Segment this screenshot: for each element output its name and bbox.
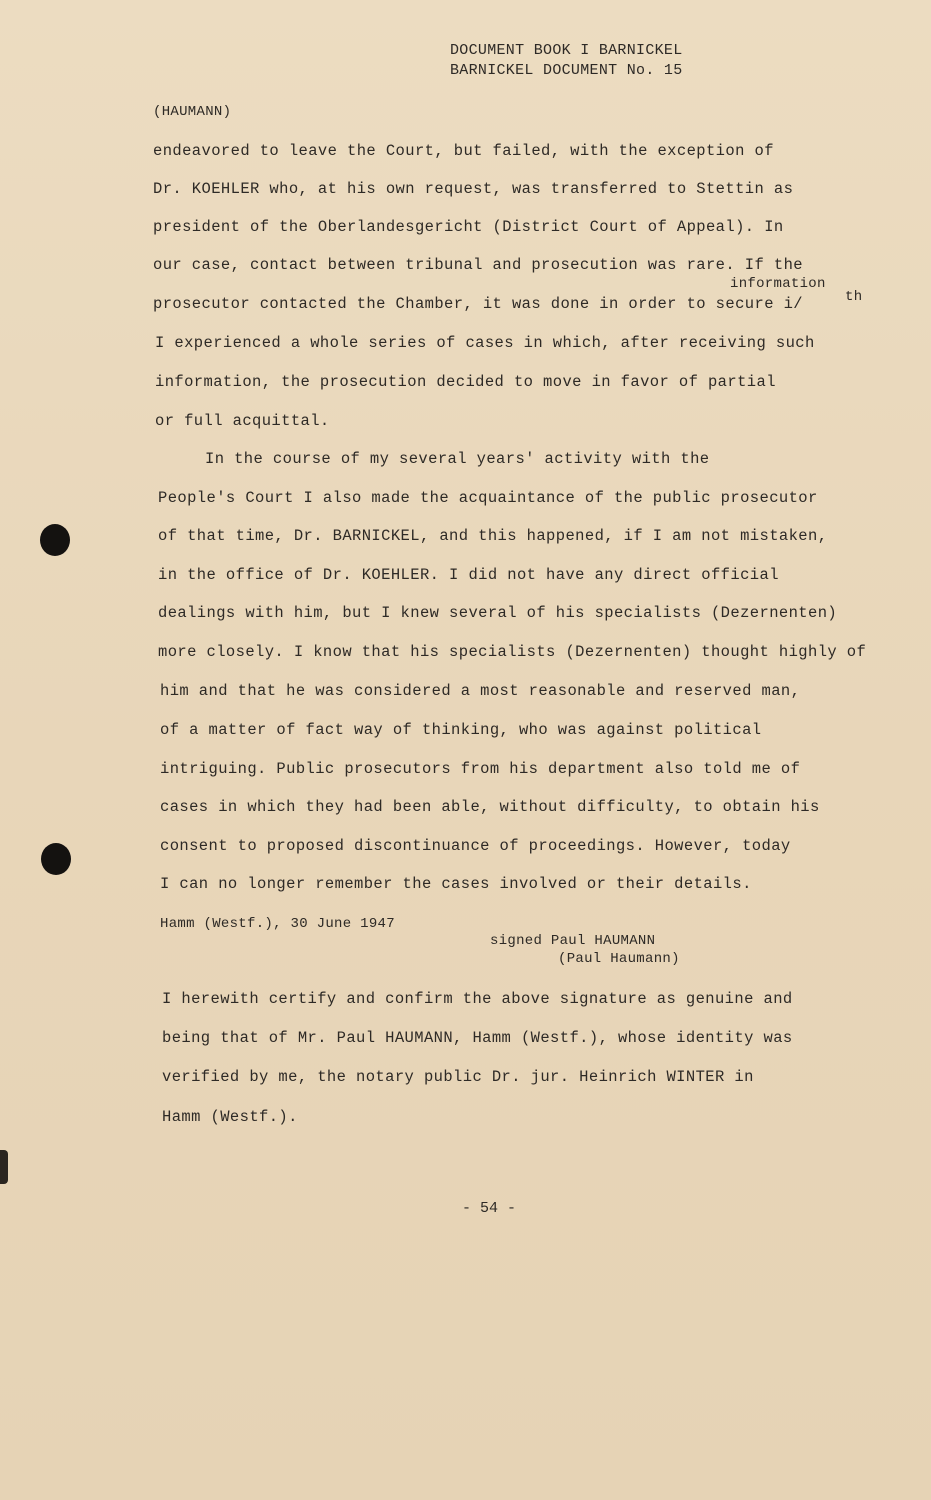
header-line-1: DOCUMENT BOOK I BARNICKEL xyxy=(450,42,683,59)
place-date: Hamm (Westf.), 30 June 1947 xyxy=(160,916,395,932)
paragraph2-line: of that time, Dr. BARNICKEL, and this happened, if I am not mistaken, xyxy=(158,527,828,545)
certification-line: Hamm (Westf.). xyxy=(162,1108,298,1126)
page-number: - 54 - xyxy=(462,1200,517,1217)
paragraph2-line: consent to proposed discontinuance of proceedings. However, today xyxy=(160,837,791,855)
paragraph2-line: In the course of my several years' activity with the xyxy=(205,450,710,468)
paragraph2-line: dealings with him, but I knew several of his specialists (Dezernenten) xyxy=(158,604,838,622)
interlinear-insert: information xyxy=(730,276,826,292)
margin-note: th xyxy=(845,289,863,305)
punch-hole-bottom xyxy=(41,843,71,875)
paragraph1-line: prosecutor contacted the Chamber, it was done in order to secure i/ xyxy=(153,295,804,313)
edge-mark xyxy=(0,1150,8,1184)
paragraph1-line: I experienced a whole series of cases in which, after receiving such xyxy=(155,334,815,352)
paragraph2-line: intriguing. Public prosecutors from his department also told me of xyxy=(160,760,801,778)
paragraph1-line: president of the Oberlandesgericht (District Court of Appeal). In xyxy=(153,218,784,236)
paragraph2-line: I can no longer remember the cases involved or their details. xyxy=(160,875,752,893)
paragraph2-line: cases in which they had been able, without difficulty, to obtain his xyxy=(160,798,820,816)
certification-line: verified by me, the notary public Dr. jur. Heinrich WINTER in xyxy=(162,1068,754,1086)
punch-hole-top xyxy=(40,524,70,556)
certification-line: being that of Mr. Paul HAUMANN, Hamm (Westf.), whose identity was xyxy=(162,1029,793,1047)
paragraph2-line: him and that he was considered a most reasonable and reserved man, xyxy=(160,682,801,700)
paragraph2-line: in the office of Dr. KOEHLER. I did not have any direct official xyxy=(158,566,779,584)
speaker-name: (HAUMANN) xyxy=(153,104,232,120)
paragraph2-line: People's Court I also made the acquaintance of the public prosecutor xyxy=(158,489,818,507)
paragraph2-line: of a matter of fact way of thinking, who was against political xyxy=(160,721,762,739)
paragraph2-line: more closely. I know that his specialists (Dezernenten) thought highly of xyxy=(158,643,867,661)
paragraph1-line: information, the prosecution decided to move in favor of partial xyxy=(155,373,776,391)
certification-line: I herewith certify and confirm the above signature as genuine and xyxy=(162,990,793,1008)
signature-line: signed Paul HAUMANN xyxy=(490,933,656,949)
paragraph1-line: our case, contact between tribunal and prosecution was rare. If the xyxy=(153,256,804,274)
paragraph1-line: Dr. KOEHLER who, at his own request, was transferred to Stettin as xyxy=(153,180,794,198)
paragraph1-line: endeavored to leave the Court, but failed, with the exception of xyxy=(153,142,774,160)
header-line-2: BARNICKEL DOCUMENT No. 15 xyxy=(450,62,683,79)
paragraph1-line: or full acquittal. xyxy=(155,412,330,430)
signature-name: (Paul Haumann) xyxy=(558,951,680,967)
